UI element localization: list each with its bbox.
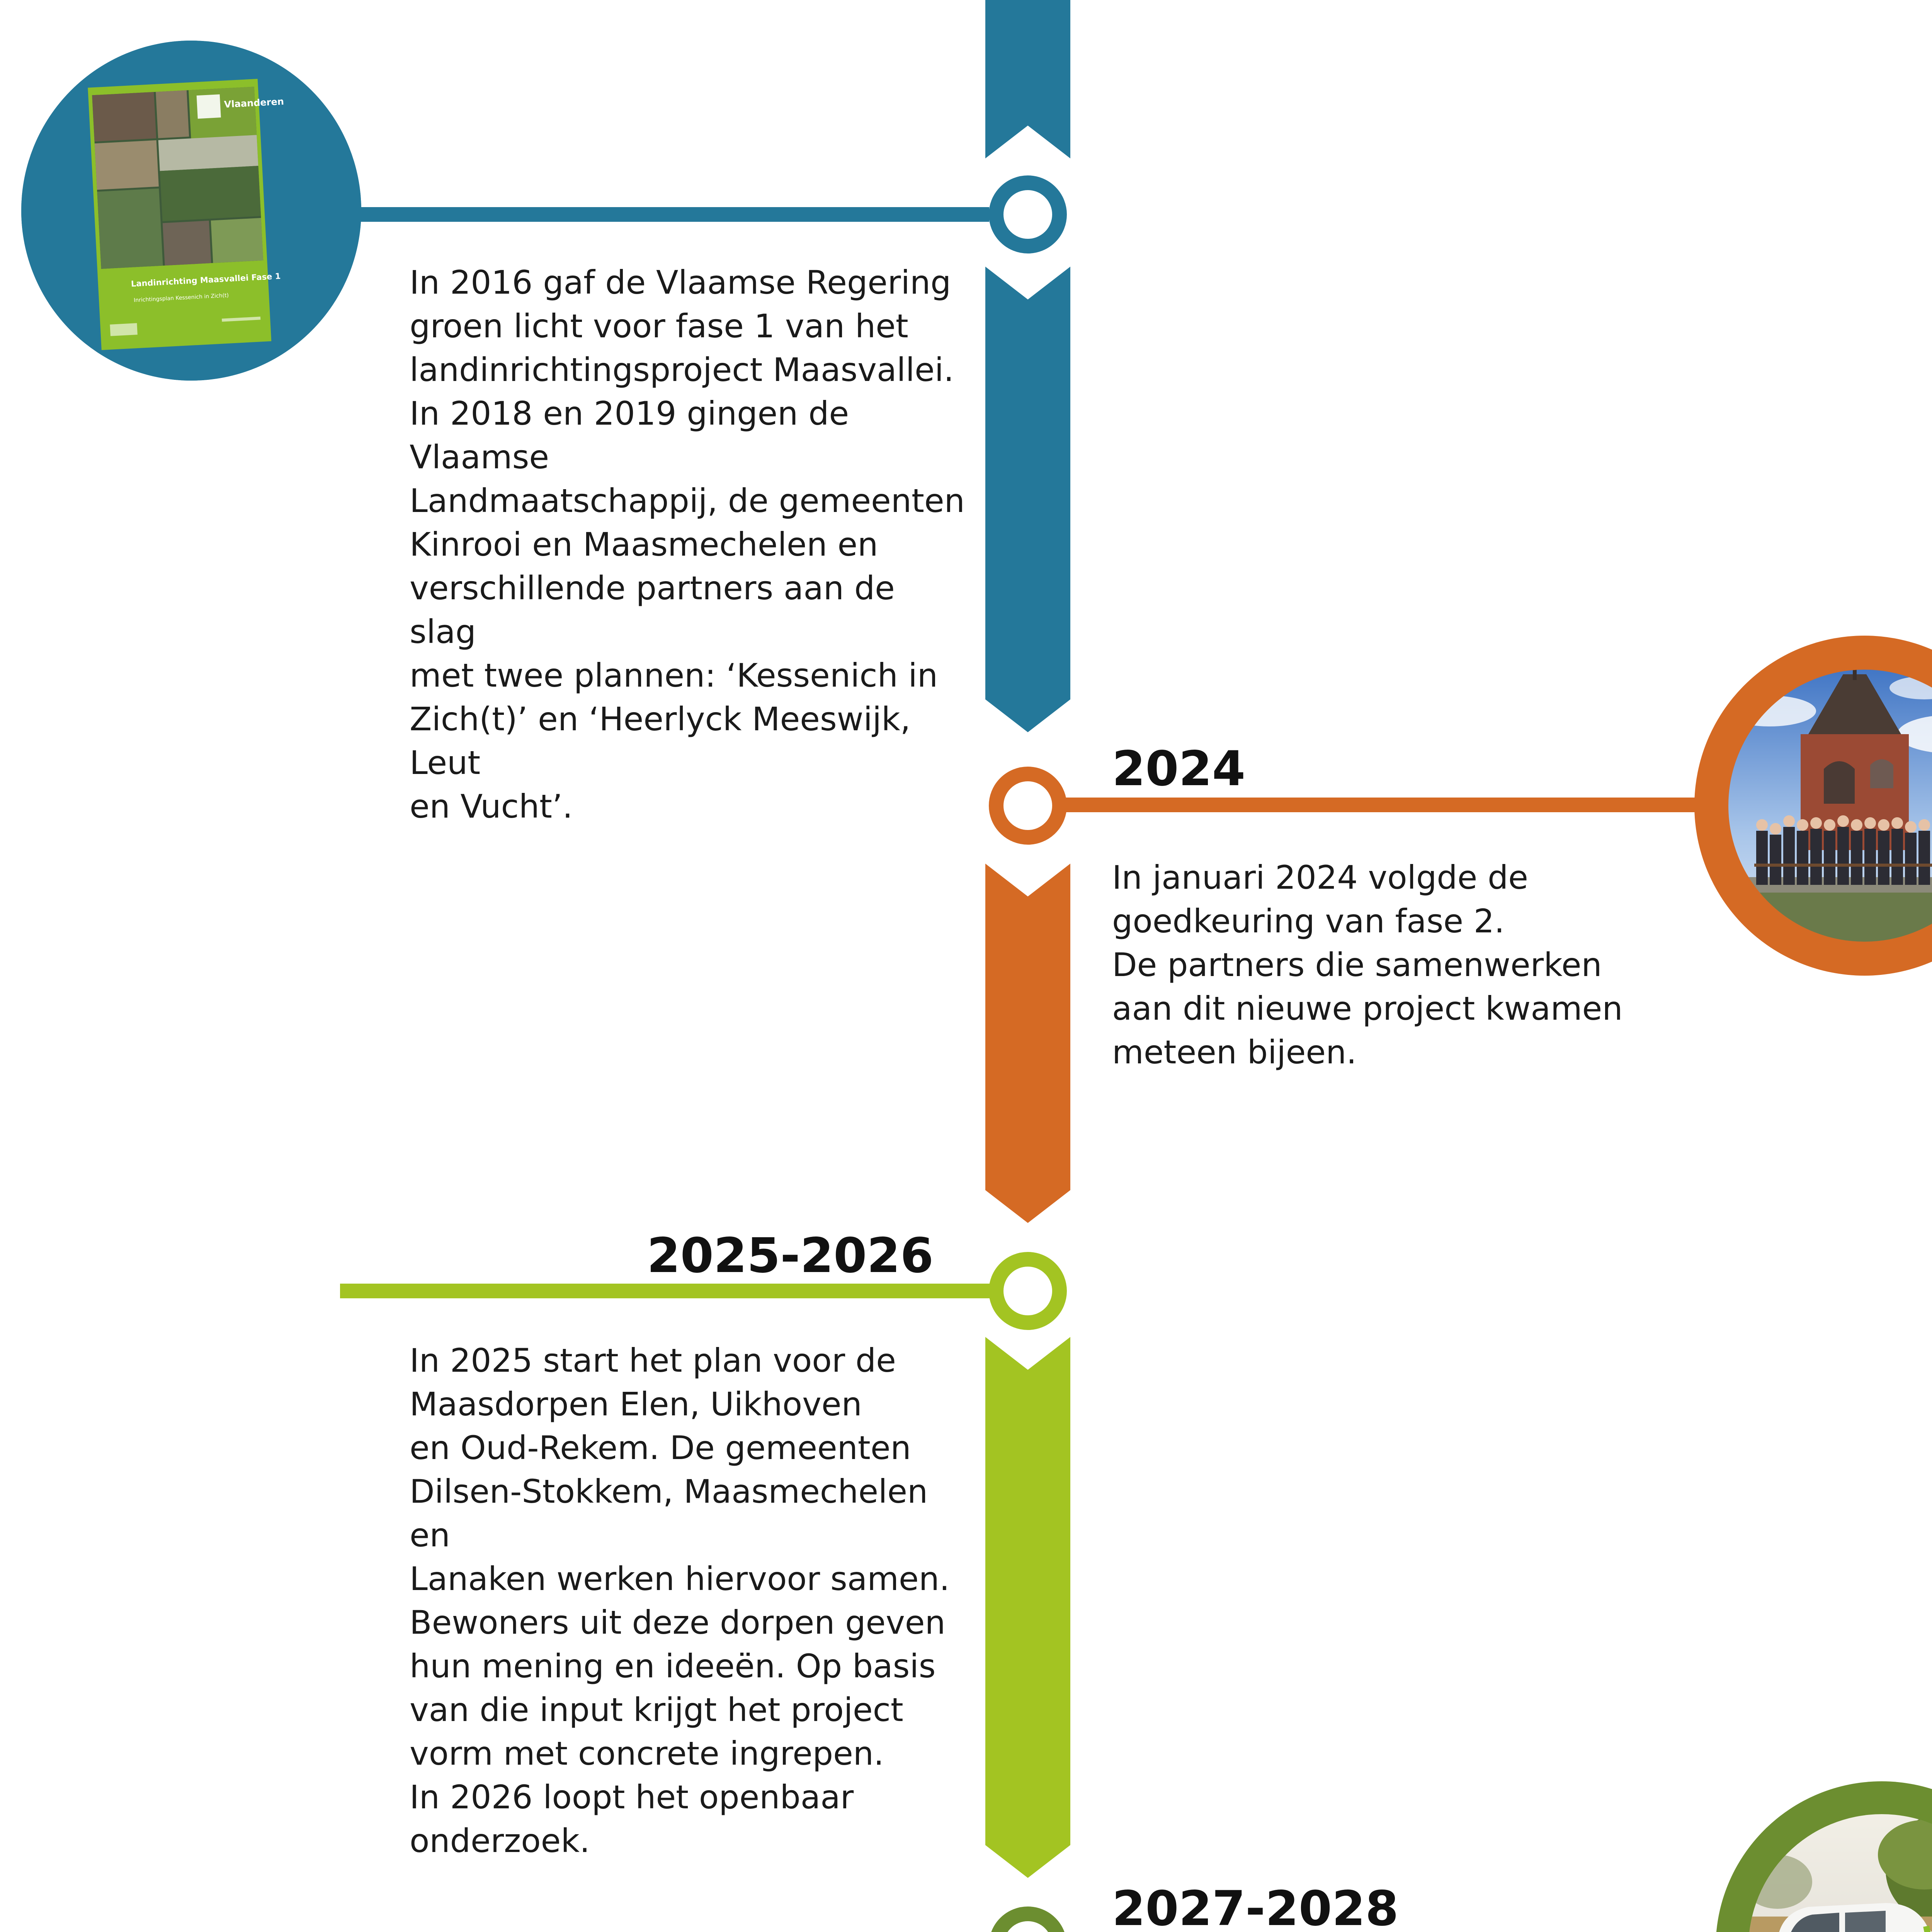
cover-brand: Vlaanderen [224,96,284,110]
timeline-node-lime [996,1259,1060,1323]
connector-line-lime [340,1284,1028,1298]
timeline-segment-orange [985,864,1070,1223]
stage-2025-2026-year: 2025-2026 [647,1228,934,1284]
cover-title: Landinrichting Maasvallei Fase 1 [131,271,281,289]
stage-2024-year: 2024 [1112,741,1246,797]
report-cover-photo [0,0,386,386]
timeline-segment-lime [985,1337,1070,1878]
stage-2025-2026-description: In 2025 start het plan voor de Maasdorpen Elen, Uikhoven en Oud-Rekem. De gemeenten Dilsen-Stokkem, Maasmechelen en Lanaken werken hiervoor samen. Bewoners uit deze dorpen geven hun mening en ideeën. Op basis van die input krijgt het project vorm met concrete ingrepen. In 2026 loopt het openbaar onderzoek. [410,1342,950,1860]
timeline-node-orange [996,774,1060,837]
timeline-node-olive [996,1914,1060,1932]
cover-subtitle: Inrichtingsplan Kessenich in Zich(t) [133,292,229,304]
connector-line-blue [355,207,989,222]
stage-2024-text: In januari 2024 volgde de goedkeuring van fase 2. De partners die samenwerken aan dit nieuwe project kwamen meteen bijeen. [1112,859,1623,1071]
white-van-photo [1716,1781,1932,1932]
connector-line-orange [1028,798,1708,812]
stage-2016-description: In 2016 gaf de Vlaamse Regering groen licht voor fase 1 van het landinrichtingsproject Maasvallei. In 2018 en 2019 gingen de Vlaamse Landmaatschappij, de gemeenten Kinrooi en Maasmechelen en verschillende partners aan de slag met twee plannen: ‘Kessenich in Zich(t)’ en ‘Heerlyck Meeswijk, Leut en Vucht’. [410,264,965,825]
timeline-node-blue [996,183,1060,246]
timeline-segment-blue [985,267,1070,732]
chapel-group-photo [1694,636,1932,976]
chevron-top-blue [985,0,1070,158]
stage-2027-2028-year: 2027-2028 [1112,1881,1399,1932]
